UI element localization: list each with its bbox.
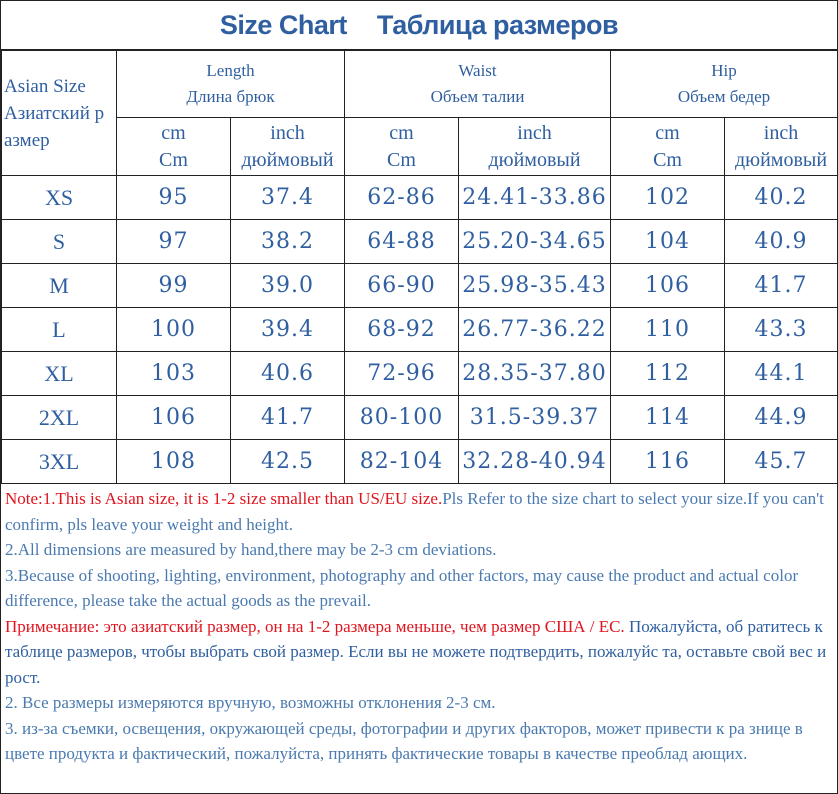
title-russian: Таблица размеров [376,9,619,40]
waist-cm-cell: 62-86 [345,176,459,220]
note-ru-1-warning: Примечание: это азиатский размер, он на 1-2 размера меньше, чем размер США / ЕС. [5,616,625,636]
waist-header [345,51,611,118]
length-header-ru: Длина брюк [186,87,275,106]
note-1-text: Pls Refer to the size chart to select your size.If you can't confirm, pls leave your weight and height. [5,489,824,534]
size-label: 3XL [2,440,117,484]
waist-cm-cell: 68-92 [345,308,459,352]
length-cm-cell: 108 [117,440,231,484]
length-header [117,51,345,118]
hip-cm-cell: 106 [611,264,725,308]
note-2: 2.All dimensions are measured by hand,there may be 2-3 cm deviations. [5,540,497,559]
hip-inch-cell: 44.1 [725,352,838,396]
size-label: XS [2,176,117,220]
waist-cm-header [345,118,459,176]
hip-inch-cell: 40.9 [725,220,838,264]
hip-cm-cell: 112 [611,352,725,396]
table-row [2,396,838,440]
hip-cm-cell: 104 [611,220,725,264]
unit-inch-en: inch [517,121,552,144]
note-ru-1-text: Пожалуйста, об ратитесь к таблице размеров, чтобы выбрать свой размер. Если вы не можете подтвердить, пожалуйс та, оставьте свой вес и рост. [5,616,827,687]
length-inch-cell: 37.4 [231,176,345,220]
unit-cm-en: cm [389,121,414,144]
table-row [2,264,838,308]
waist-inch-cell: 25.20-34.65 [459,220,611,264]
length-cm-cell: 100 [117,308,231,352]
hip-inch-cell: 43.3 [725,308,838,352]
length-cm-header [117,118,231,176]
length-inch-cell: 39.4 [231,308,345,352]
length-cm-cell: 106 [117,396,231,440]
length-inch-cell: 39.0 [231,264,345,308]
hip-cm-cell: 114 [611,396,725,440]
length-cm-cell: 97 [117,220,231,264]
size-table [1,50,838,484]
table-row [2,308,838,352]
note-ru-2: 2. Все размеры измеряются вручную, возможны отклонения 2-3 см. [5,693,496,712]
hip-cm-cell: 102 [611,176,725,220]
waist-inch-cell: 28.35-37.80 [459,352,611,396]
waist-inch-header [459,118,611,176]
size-label: S [2,220,117,264]
unit-cm-ru: Cm [653,148,682,171]
notes-section [1,484,837,767]
length-inch-cell: 38.2 [231,220,345,264]
length-inch-cell: 40.6 [231,352,345,396]
waist-inch-cell: 31.5-39.37 [459,396,611,440]
length-inch-cell: 42.5 [231,440,345,484]
unit-inch-en: inch [763,121,799,144]
waist-inch-cell: 25.98-35.43 [459,264,611,308]
note-1-warning: Note:1.This is Asian size, it is 1-2 size smaller than US/EU size. [5,489,443,508]
waist-cm-cell: 80-100 [345,396,459,440]
hip-inch-cell: 41.7 [725,264,838,308]
hip-inch-cell: 44.9 [725,396,838,440]
hip-header [611,51,838,118]
note-3: 3.Because of shooting, lighting, environment, photography and other factors, may cause the product and actual color difference, please take the actual goods as the prevail. [5,565,799,610]
unit-inch-ru: дюймовый [488,148,581,171]
hip-inch-header [725,118,838,176]
unit-cm-en: cm [655,121,680,144]
size-label: L [2,308,117,352]
hip-header-ru: Объем бедер [677,87,771,106]
waist-inch-cell: 24.41-33.86 [459,176,611,220]
length-cm-cell: 95 [117,176,231,220]
waist-inch-cell: 26.77-36.22 [459,308,611,352]
size-label: 2XL [2,396,117,440]
table-row [2,352,838,396]
hip-inch-cell: 45.7 [725,440,838,484]
length-inch-header [231,118,345,176]
waist-inch-cell: 32.28-40.94 [459,440,611,484]
note-ru-1 [5,614,833,691]
asian-size-header [2,51,117,176]
page-title [1,1,837,50]
hip-cm-header [611,118,725,176]
asian-size-header-line-2: Азиатский р [4,102,105,124]
waist-header-ru: Объем талии [430,87,525,106]
note-ru-3: 3. из-за съемки, освещения, окружающей среды, фотографии и других факторов, может привести к ра знице в цвете продукта и фактический, пожалуйста, принять фактические товары в качестве преоблад ающих. [5,718,803,763]
waist-cm-cell: 82-104 [345,440,459,484]
unit-cm-ru: Cm [387,148,416,171]
table-row [2,440,838,484]
hip-inch-cell: 40.2 [725,176,838,220]
hip-header-en: Hip [711,61,737,80]
size-label: XL [2,352,117,396]
title-english: Size Chart [219,9,347,40]
table-row [2,176,838,220]
asian-size-header-line-1: Asian Size [4,75,86,97]
waist-cm-cell: 66-90 [345,264,459,308]
length-cm-cell: 103 [117,352,231,396]
table-row [2,220,838,264]
unit-inch-en: inch [270,121,305,144]
unit-inch-ru: дюймовый [734,148,828,171]
length-cm-cell: 99 [117,264,231,308]
unit-inch-ru: дюймовый [241,148,334,171]
length-inch-cell: 41.7 [231,396,345,440]
hip-cm-cell: 116 [611,440,725,484]
hip-cm-cell: 110 [611,308,725,352]
length-header-en: Length [206,61,255,80]
waist-header-en: Waist [458,61,497,80]
unit-cm-ru: Cm [159,148,188,171]
note-1 [5,486,833,537]
waist-cm-cell: 72-96 [345,352,459,396]
unit-cm-en: cm [161,121,186,144]
waist-cm-cell: 64-88 [345,220,459,264]
asian-size-header-line-3: азмер [4,129,50,151]
size-label: M [2,264,117,308]
